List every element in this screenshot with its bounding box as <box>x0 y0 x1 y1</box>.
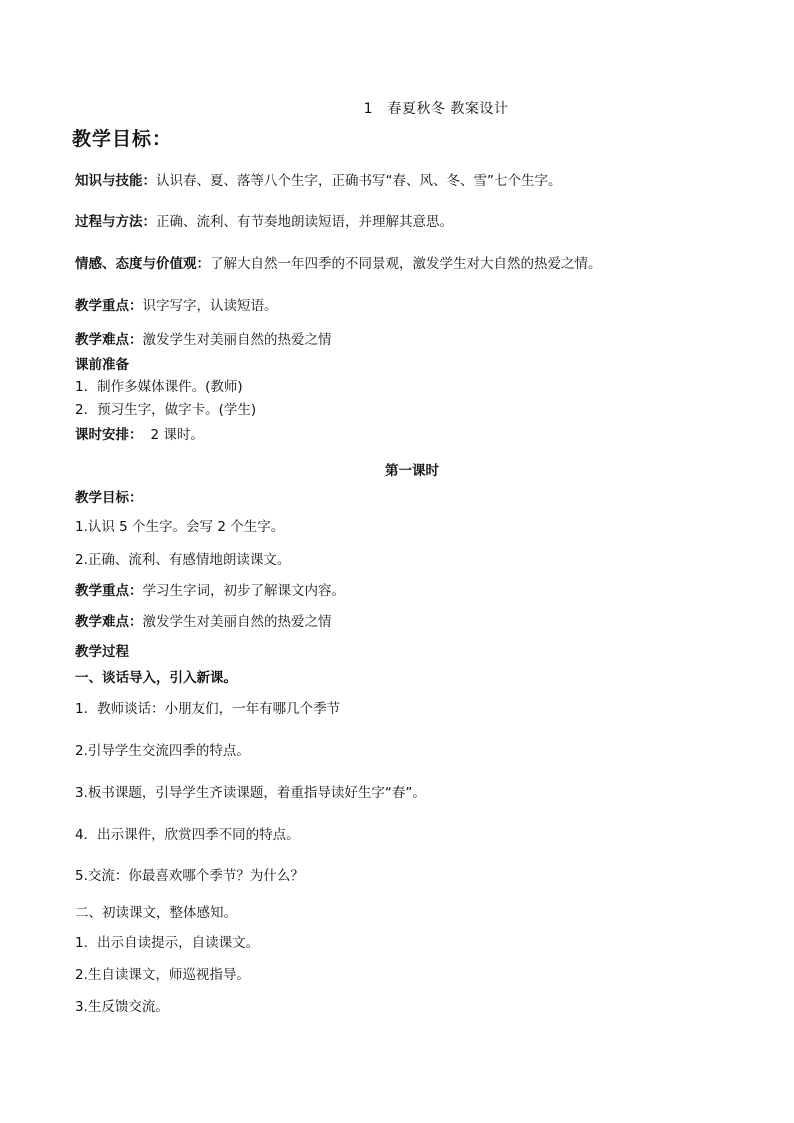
section-item: 1．出示自读提示，自读课文。 <box>75 935 260 951</box>
section-heading: 二、初读课文，整体感知。 <box>75 905 237 921</box>
prep-item: 1．制作多媒体课件。(教师) <box>75 379 243 395</box>
schedule-text: 2 课时。 <box>150 427 204 443</box>
objectives-heading: 教学目标： <box>72 128 173 150</box>
knowledge-label: 知识与技能： <box>75 173 156 189</box>
lesson-difficulty-text: 激发学生对美丽自然的热爱之情 <box>142 614 332 630</box>
schedule-line <box>75 426 204 444</box>
lesson-difficulty-line <box>75 613 332 631</box>
lesson-process-label: 教学过程 <box>75 644 129 660</box>
section-item: 5.交流：你最喜欢哪个季节？为什么？ <box>75 868 304 884</box>
key-label: 教学重点： <box>75 298 143 314</box>
lesson-difficulty-label: 教学难点： <box>75 614 143 630</box>
emotion-line <box>75 255 602 273</box>
difficulty-label: 教学难点： <box>75 332 143 348</box>
process-line <box>75 213 453 231</box>
key-text: 识字写字，认读短语。 <box>142 298 278 314</box>
prep-label: 课前准备 <box>75 357 129 373</box>
section-heading: 一、谈话导入，引入新课。 <box>75 670 237 686</box>
difficulty-text: 激发学生对美丽自然的热爱之情 <box>142 332 332 348</box>
process-label: 过程与方法： <box>75 214 156 230</box>
lesson-goal: 2.正确、流利、有感情地朗读课文。 <box>75 552 291 568</box>
lesson-goal: 1.认识 5 个生字。会写 2 个生字。 <box>75 519 285 535</box>
prep-item: 2．预习生字，做字卡。(学生) <box>75 402 257 418</box>
section-item: 3.板书课题，引导学生齐读课题，着重指导读好生字“春”。 <box>75 785 426 801</box>
lesson-key-label: 教学重点： <box>75 583 143 599</box>
section-item: 3.生反馈交流。 <box>75 999 169 1015</box>
lesson-key-text: 学习生字词，初步了解课文内容。 <box>142 583 345 599</box>
key-line <box>75 297 278 315</box>
lesson-goals-label: 教学目标： <box>75 490 143 506</box>
doc-title: 1 春夏秋冬 教案设计 <box>363 101 509 117</box>
emotion-label: 情感、态度与价值观： <box>75 256 210 272</box>
process-text: 正确、流利、有节奏地朗读短语，并理解其意思。 <box>156 214 453 230</box>
section-item: 2.引导学生交流四季的特点。 <box>75 743 250 759</box>
lesson-title: 第一课时 <box>385 463 439 479</box>
knowledge-line <box>75 172 562 190</box>
section-item: 1．教师谈话：小朋友们，一年有哪几个季节 <box>75 701 341 717</box>
difficulty-line <box>75 331 332 349</box>
emotion-text: 了解大自然一年四季的不同景观，激发学生对大自然的热爱之情。 <box>210 256 602 272</box>
schedule-label: 课时安排： <box>75 427 143 443</box>
lesson-key-line <box>75 582 345 600</box>
section-item: 2.生自读课文，师巡视指导。 <box>75 967 250 983</box>
knowledge-text: 认识春、夏、落等八个生字，正确书写“春、风、冬、雪”七个生字。 <box>156 173 562 189</box>
section-item: 4．出示课件，欣赏四季不同的特点。 <box>75 827 300 843</box>
